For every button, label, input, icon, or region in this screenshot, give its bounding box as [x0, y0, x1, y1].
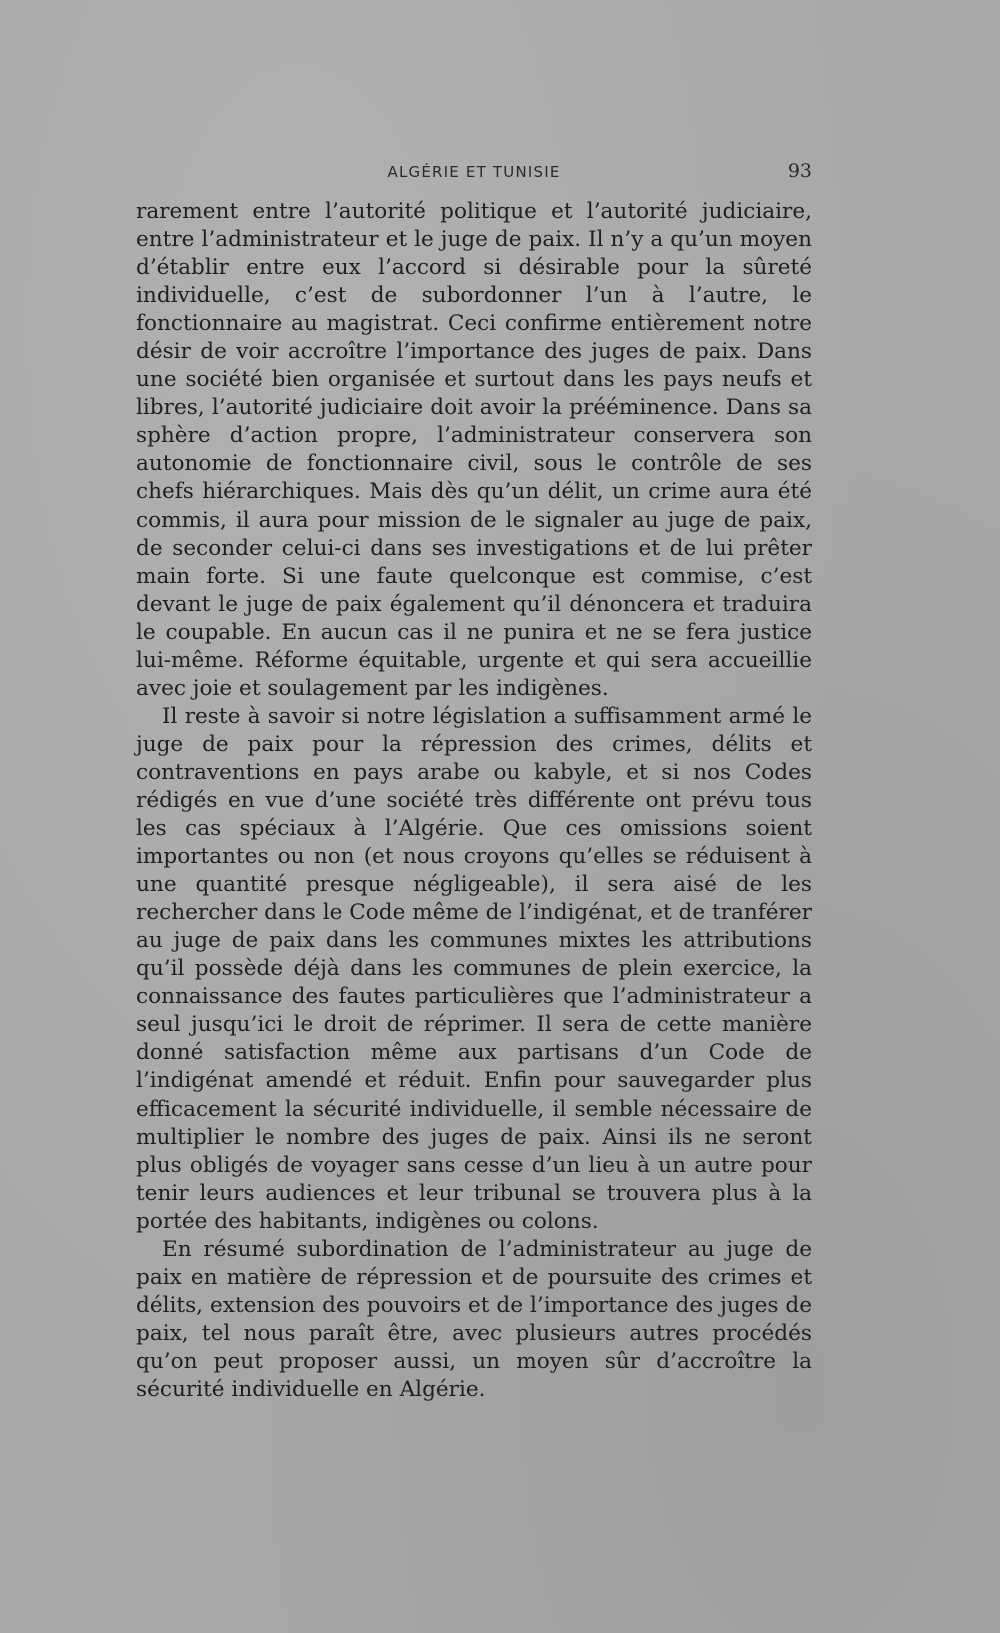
paragraph-1: rarement entre l’autorité politique et l’autorité judiciaire, entre l’administrateur et le juge de paix. Il n’y a qu’un moyen d’établir entre eux l’accord si désirable pour la sûreté individuelle, c’est de subordonner l’un à l’autre, le fonctionnaire au magistrat. Ceci confirme entièrement notre désir de voir accroître l’importance des juges de paix. Dans une société bien organisée et surtout dans les pays neufs et libres, l’autorité judiciaire doit avoir la prééminence. Dans sa sphère d’action propre, l’administrateur conservera son autonomie de fonctionnaire civil, sous le contrôle de ses chefs hiérarchiques. Mais dès qu’un délit, un crime aura été commis, il aura pour mission de le signaler au juge de paix, de seconder celui-ci dans ses investigations et de lui prêter main forte. Si une faute quelconque est commise, c’est devant le juge de paix également qu’il dénoncera et traduira le coupable. En aucun cas il ne punira et ne se fera justice lui-même. Réforme équitable, urgente et qui sera accueillie avec joie et soulagement par les indigènes.	[136, 199, 812, 701]
body-text	[136, 198, 812, 1404]
running-title: ALGÉRIE ET TUNISIE	[387, 163, 561, 181]
running-head	[136, 160, 812, 187]
paragraph-2: Il reste à savoir si notre législation a suffisamment armé le juge de paix pour la répression des crimes, délits et contraventions en pays arabe ou kabyle, et si nos Codes rédigés en vue d’une société très différente ont prévu tous les cas spéciaux à l’Algérie. Que ces omissions soient importantes ou non (et nous croyons qu’elles se réduisent à une quantité presque négligeable), il sera aisé de les rechercher dans le Code même de l’indigénat, et de tranférer au juge de paix dans les communes mixtes les attributions qu’il possède déjà dans les communes de plein exercice, la connaissance des fautes particulières que l’administrateur a seul jusqu’ici le droit de réprimer. Il sera de cette manière donné satisfaction même aux partisans d’un Code de l’indigénat amendé et réduit. Enfin pour sauvegarder plus efficacement la sécurité individuelle, il semble nécessaire de multiplier le nombre des juges de paix. Ainsi ils ne seront plus obligés de voyager sans cesse d’un lieu à un autre pour tenir leurs audiences et leur tribunal se trouvera plus à la portée des habitants, indigènes ou colons.	[136, 703, 812, 1234]
page-number: 93	[787, 160, 812, 182]
paragraph-3: En résumé subordination de l’administrateur au juge de paix en matière de répression et de poursuite des crimes et délits, extension des pouvoirs et de l’importance des juges de paix, tel nous paraît être, avec plusieurs autres procédés qu’on peut proposer aussi, un moyen sûr d’accroître la sécurité individuelle en Algérie.	[136, 1236, 812, 1402]
